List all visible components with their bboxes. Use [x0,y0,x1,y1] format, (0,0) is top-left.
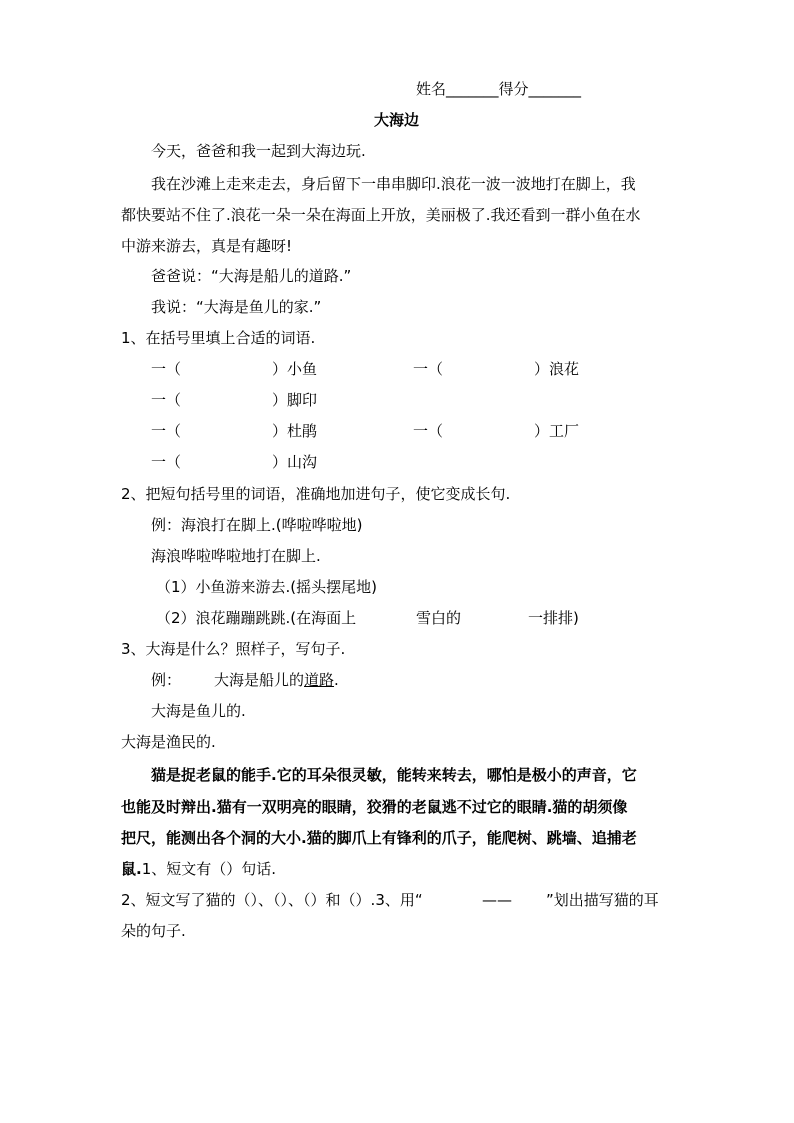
q2-sentence-2-word-3: 一排排) [528,609,579,627]
q3-line-2: 大海是渔民的. [121,733,216,751]
q3-example-post: . [334,671,339,689]
story-paragraph-2-line-3: 中游来游去，真是有趣呀! [121,237,293,255]
q2-sentence-1: （1）小鱼游来游去.(摇头摆尾地) [156,578,378,596]
cat-paragraph-end: 鼠. [121,860,142,878]
story-paragraph-2-line-1: 我在沙滩上走来走去，身后留下一串串脚印.浪花一波一波地打在脚上，我 [151,175,636,193]
q1-item-4-label: ）杜鹃 [272,422,318,440]
q3-example-sentence [214,670,339,690]
q1-item-2-open: 一（ [413,360,444,378]
q3-example-label: 例： [151,671,182,689]
cat-paragraph-line-4 [121,859,276,879]
q1-item-3-open: 一（ [151,391,182,409]
q3-example-pre: 大海是船儿的 [214,671,305,689]
q1-item-1-open: 一（ [151,360,182,378]
question-3-title: 3、大海是什么？照样子，写句子. [121,640,346,658]
cat-question-2: 2、短文写了猫的（）、（）、（）和（）.3、用“ [121,891,423,909]
q1-item-1-label: ）小鱼 [272,360,318,378]
cat-paragraph-line-3: 把尺，能测出各个洞的大小.猫的脚爪上有锋利的爪子，能爬树、跳墙、追捕老 [121,829,637,847]
story-paragraph-2-line-2: 都快要站不住了.浪花一朵一朵在海面上开放，美丽极了.我还看到一群小鱼在水 [121,206,641,224]
question-2-title: 2、把短句括号里的词语，准确地加进句子，使它变成长句. [121,485,511,503]
q1-item-5-open: 一（ [413,422,444,440]
cat-question-1: 1、短文有（）句话. [141,860,277,878]
q2-example-question: 例：海浪打在脚上.(哗啦哗啦地) [151,516,363,534]
story-paragraph-1: 今天，爸爸和我一起到大海边玩. [151,142,366,160]
q1-item-6-label: ）山沟 [272,453,318,471]
q2-sentence-2: （2）浪花蹦蹦跳跳.(在海面上 [156,609,357,627]
q2-example-answer: 海浪哗啦哗啦地打在脚上. [151,547,321,565]
cat-question-3-dash: —— [482,891,512,909]
q1-item-3-label: ）脚印 [272,391,318,409]
q3-line-1: 大海是鱼儿的. [151,702,246,720]
q1-item-5-label: ）工厂 [534,422,580,440]
cat-paragraph-line-1: 猫是捉老鼠的能手.它的耳朵很灵敏，能转来转去，哪怕是极小的声音，它 [151,766,637,784]
q1-item-4-open: 一（ [151,422,182,440]
cat-question-3-end: 朵的句子. [121,922,186,940]
story-title: 大海边 [374,111,420,129]
i-say-line: 我说：“大海是鱼儿的家.” [151,298,322,316]
name-score-line: 姓名_______得分_______ [416,80,582,98]
q2-sentence-2-word-2: 雪白的 [416,609,462,627]
dad-says-line: 爸爸说：“大海是船儿的道路.” [151,267,352,285]
cat-paragraph-line-2: 也能及时辩出.猫有一双明亮的眼睛，狡猾的老鼠逃不过它的眼睛.猫的胡须像 [121,798,628,816]
question-1-title: 1、在括号里填上合适的词语. [121,329,316,347]
q3-example-underlined-word: 道路 [304,671,335,689]
cat-question-3: ”划出描写猫的耳 [546,891,659,909]
q1-item-6-open: 一（ [151,453,182,471]
q1-item-2-label: ）浪花 [534,360,580,378]
